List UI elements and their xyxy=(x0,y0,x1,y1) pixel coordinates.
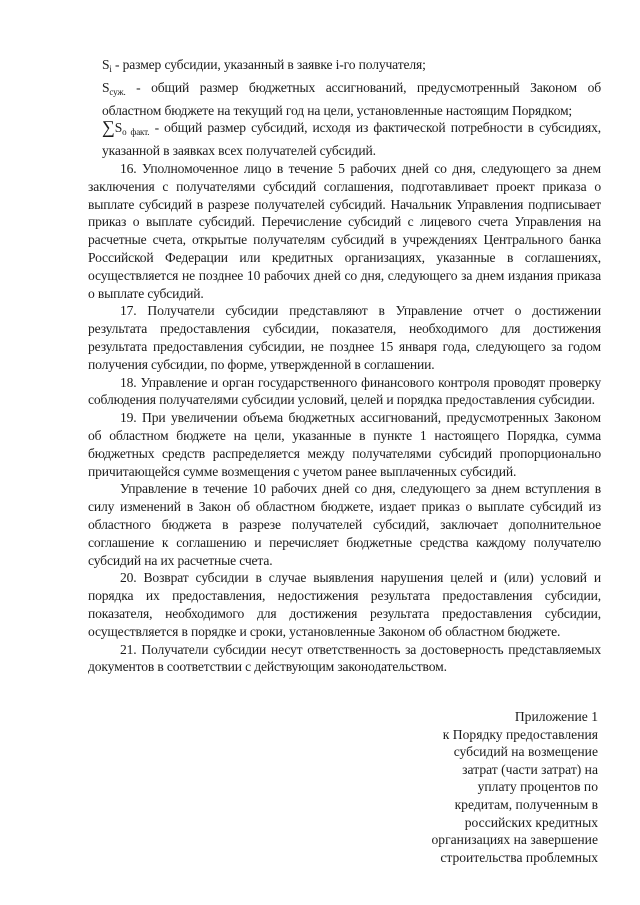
paragraph-19-continued: Управление в течение 10 рабочих дней со дня, следующего за днем вступления в силу изменений в Закон об областном бюджете, издает приказ о выплате субсидий из областного бюджета в разрезе получателей субсидий, заключает дополнительное соглашение к соглашению и перечисляет бюджетные средства каждому получателю субсидий на их расчетные счета. xyxy=(88,481,601,568)
appendix-line: строительства проблемных xyxy=(440,849,598,865)
paragraph-19: 19. При увеличении объема бюджетных ассигнований, предусмотренных Законом об областном бюджете на цели, указанные в пункте 1 настоящего Порядка, сумма бюджетных средств распределяется между получателями субсидий пропорционально причитающейся сумме возмещения с учетом ранее выплаченных субсидий. xyxy=(88,410,601,479)
legend-si xyxy=(88,56,601,79)
paragraph-21: 21. Получатели субсидии несут ответственность за достоверность представляемых документов в соответствии с действующим законодательством. xyxy=(88,641,601,675)
legend-sum xyxy=(88,119,601,160)
legend-ssub-text: - общий размер бюджетных ассигнований, предусмотренный Законом об областном бюджете на текущий год на цели, установленные настоящим Порядком; xyxy=(102,79,601,118)
appendix-line: к Порядку предоставления xyxy=(442,726,598,742)
sum-symbol: ∑ xyxy=(102,117,115,138)
appendix-line: кредитам, полученным в xyxy=(454,796,598,812)
paragraph-18: 18. Управление и орган государственного финансового контроля проводят проверку соблюдения получателями субсидии условий, целей и порядка предоставления субсидии. xyxy=(88,374,601,408)
appendix-line: затрат (части затрат) на xyxy=(462,761,598,777)
appendix-line: российских кредитных xyxy=(464,814,598,830)
subscript-i: i xyxy=(109,64,112,74)
appendix-heading xyxy=(358,708,598,866)
appendix-line: уплату процентов по xyxy=(477,779,598,795)
appendix-line: Приложение 1 xyxy=(514,709,598,724)
symbol-s: S xyxy=(102,79,110,95)
legend-si-text: - размер субсидии, указанный в заявке i-го получателя; xyxy=(111,57,426,72)
symbol-s: S xyxy=(114,120,123,136)
paragraph-20: 20. Возврат субсидии в случае выявления нарушения целей и (или) условий и порядка их предоставления, недостижения результата предоставления субсидии, показателя, необходимого для достижения результата предоставления субсидии, осуществляется в порядке и сроки, установленные Законом об областном бюджете. xyxy=(88,570,601,639)
subscript-fact: о факт. xyxy=(122,127,150,138)
appendix-line: субсидий на возмещение xyxy=(453,744,598,760)
document-body xyxy=(88,56,601,676)
legend-sum-text: - общий размер субсидий, исходя из фактической потребности в субсидиях, указанной в заявках всех получателей субсидий. xyxy=(102,120,601,159)
legend-ssub xyxy=(88,79,601,120)
paragraph-17: 17. Получатели субсидии представляют в Управление отчет о достижении результата предоставления субсидии, показателя, необходимого для достижения результата предоставления субсидии, не позднее 15 января года, следующего за годом получения субсидии, по форме, утвержденной в соглашении. xyxy=(88,303,601,372)
subscript-ssub: суж. xyxy=(109,86,126,97)
symbol-s: S xyxy=(102,57,110,72)
appendix-line: организациях на завершение xyxy=(431,832,598,848)
paragraph-16: 16. Уполномоченное лицо в течение 5 рабочих дней со дня, следующего за днем заключения с получателями субсидий соглашения, подготавливает проект приказа о выплате субсидий в разрезе получателей субсидий. Начальник Управления подписывает приказ о выплате субсидий. Перечисление субсидий с лицевого счета Управления на расчетные счета, открытые получателям субсидий в учреждениях Центрального банка Российской Федерации или кредитных организациях, указанные в соглашениях, осуществляется не позднее 10 рабочих дней со дня, следующего за днем издания приказа о выплате субсидий. xyxy=(88,160,601,301)
